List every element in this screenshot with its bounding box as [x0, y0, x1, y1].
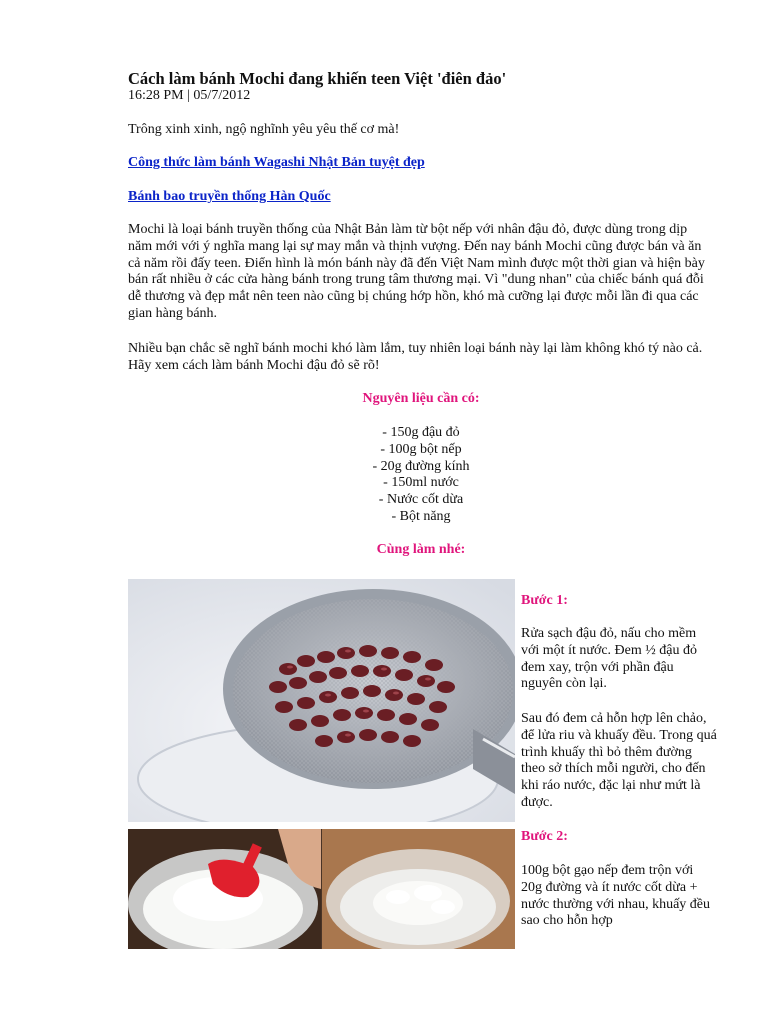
ingredient-item: - 150g đậu đỏ [382, 425, 460, 440]
link-banh-bao[interactable]: Bánh bao truyền thống Hàn Quốc [128, 189, 331, 204]
ingredient-item: - Nước cốt dừa [378, 492, 464, 508]
step2-text-1: 100g bột gạo nếp đem trộn với 20g đường và ít nước cốt dừa + nước thường với nhau, khuấy đều sao cho hỗn hợp [521, 863, 711, 929]
ingredient-item: - 150ml nước [383, 475, 459, 491]
step1-text-1: Rửa sạch đậu đỏ, nấu cho mềm với một ít nước. Đem ½ đậu đỏ đem xay, trộn với phần đậu nguyên còn lại. [521, 626, 697, 692]
link-wagashi[interactable]: Công thức làm bánh Wagashi Nhật Bản tuyệt đẹp [128, 155, 425, 170]
paragraph-mochi: Mochi là loại bánh truyền thống của Nhật Bản làm từ bột nếp với nhân đậu đỏ, được dùng trong dịp năm mới với ý nghĩa mang lại sự may mắn và thịnh vượng. Đến nay bánh Mochi cũng được bán và ăn cả năm rồi đấy teen. Điển hình là món bánh này đã đến Việt Nam mình được một thời gian và hiện bày bán rất nhiều ở các cửa hàng bánh trong trung tâm thương mại. Vì "dung nhan" của chiếc bánh quá đỗi dễ thương và đẹp mắt nên teen nào cũng bị chúng hớp hồn, khó mà cưỡng lại được mỗi lần đi qua các gian hàng bánh. [128, 222, 705, 321]
flour-mixing-photo [128, 829, 515, 949]
intro-text: Trông xinh xinh, ngộ nghĩnh yêu yêu thế cơ mà! [128, 122, 400, 137]
ingredients-list [128, 425, 714, 526]
article-title: Cách làm bánh Mochi đang khiến teen Việt 'điên đảo' [128, 69, 507, 88]
paragraph-easy: Nhiều bạn chắc sẽ nghĩ bánh mochi khó làm lắm, tuy nhiên loại bánh này lại làm không khó tý nào cả. Hãy xem cách làm bánh Mochi đậu đỏ sẽ rõ! [128, 341, 703, 373]
ingredient-item: - 20g đường kính [372, 458, 470, 474]
steps-heading: Cùng làm nhé: [376, 542, 466, 557]
ingredients-heading: Nguyên liệu cần có: [362, 391, 480, 406]
ingredient-item: - Bột năng [391, 508, 451, 524]
step1-text-2: Sau đó đem cả hỗn hợp lên chảo, để lửa riu và khuấy đều. Trong quá trình khuấy thì bỏ thêm đường theo sở thích mỗi người, cho đến khi ráo nước, đặc lại như mứt là được. [521, 711, 717, 810]
step1-heading: Bước 1: [521, 593, 568, 608]
red-beans-strainer-photo [128, 579, 515, 822]
article-date: 16:28 PM | 05/7/2012 [128, 88, 251, 103]
step2-heading: Bước 2: [521, 829, 568, 844]
ingredient-item: - 100g bột nếp [380, 441, 462, 457]
